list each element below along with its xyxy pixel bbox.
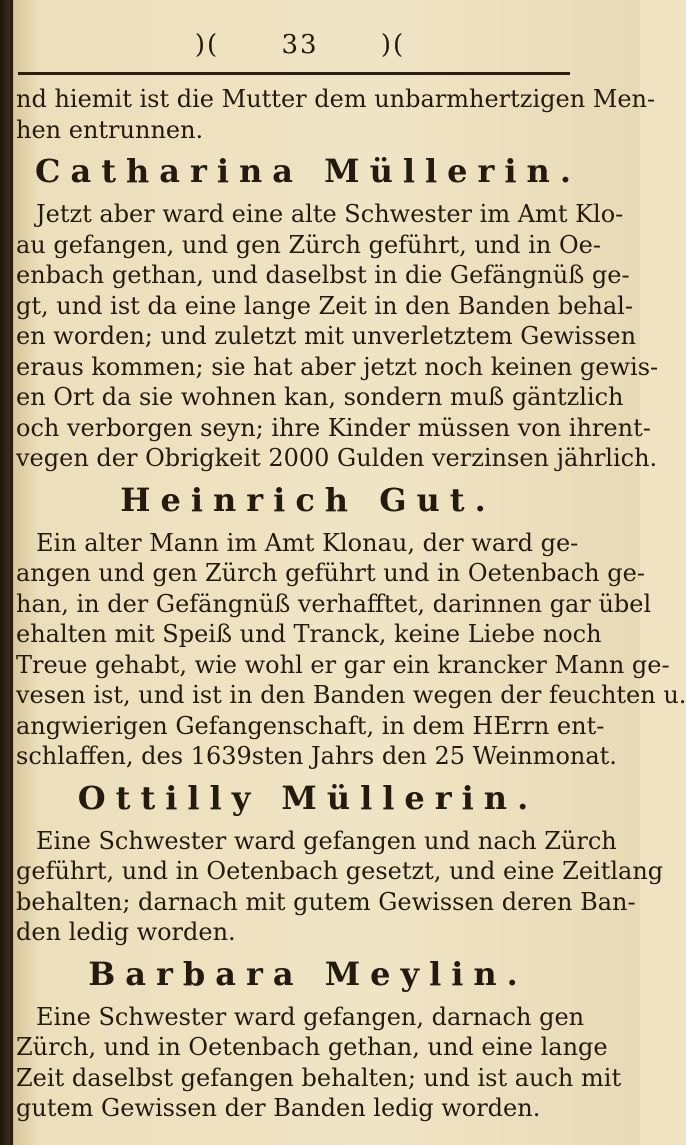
- section-title: Catharina Müllerin.: [35, 152, 581, 190]
- page-header: [0, 30, 600, 60]
- text-line: han, in der Gefängnüß verhafftet, darinnen gar übel: [16, 589, 652, 618]
- text-line: enbach gethan, und daselbst in die Gefängnüß ge-: [16, 261, 630, 289]
- text-line: Treue gehabt, wie wohl er gar ein krancker Mann ge-: [16, 650, 670, 679]
- text-line: Eine Schwester ward gefangen und nach Zürch: [36, 826, 617, 855]
- section-heinrich-gut: [16, 478, 686, 772]
- text-line: schlaffen, des 1639sten Jahrs den 25 Weinmonat.: [16, 742, 617, 770]
- text-line: geführt, und in Oetenbach gesetzt, und eine Zeitlang: [16, 857, 664, 885]
- text-line: Jetzt aber ward eine alte Schwester im Amt Klo-: [36, 200, 624, 228]
- text-line: en Ort da sie wohnen kan, sondern muß gäntzlich: [16, 383, 624, 411]
- text-line: hen entrunnen.: [16, 115, 204, 144]
- text-line: angwierigen Gefangenschaft, in dem HErrn ent-: [16, 711, 605, 740]
- text-line: en worden; und zuletzt mit unverletztem Gewissen: [16, 322, 637, 350]
- text-line: gt, und ist da eine lange Zeit in den Banden behal-: [16, 291, 633, 320]
- text-line: behalten; darnach mit gutem Gewissen deren Ban-: [16, 887, 636, 916]
- section-title: Barbara Meylin.: [88, 954, 528, 993]
- text-line: Zürch, und in Oetenbach gethan, und eine lange: [16, 1033, 608, 1061]
- text-line: Zeit daselbst gefangen behalten; und ist auch mit: [16, 1063, 622, 1092]
- text-line: Ein alter Mann im Amt Klonau, der ward ge-: [36, 528, 579, 557]
- text-line: au gefangen, und gen Zürch geführt, und in Oe-: [16, 230, 601, 259]
- text-line: gutem Gewissen der Banden ledig worden.: [16, 1094, 541, 1122]
- page-content: [16, 84, 686, 1124]
- header-rule: [18, 72, 570, 75]
- binding-gutter: [10, 0, 13, 1145]
- section-barbara-meylin: [16, 952, 622, 1124]
- text-line: vesen ist, und ist in den Banden wegen der feuchten u.: [16, 681, 686, 709]
- header-left-mark: )(: [194, 30, 220, 60]
- page-number: 33: [281, 30, 319, 60]
- text-line: nd hiemit ist die Mutter dem unbarmhertzigen Men-: [16, 85, 656, 113]
- section-title: Ottilly Müllerin.: [77, 778, 539, 817]
- section-catharina-muellerin: [16, 149, 659, 474]
- text-line: och verborgen seyn; ihre Kinder müssen von ihrent-: [16, 413, 651, 442]
- text-line: Eine Schwester ward gefangen, darnach gen: [36, 1002, 585, 1031]
- header-right-mark: )(: [380, 30, 406, 60]
- section-title: Heinrich Gut.: [120, 480, 496, 519]
- section-continuation: [16, 84, 656, 145]
- text-line: vegen der Obrigkeit 2000 Gulden verzinsen jährlich.: [16, 444, 658, 472]
- text-line: den ledig worden.: [16, 918, 236, 946]
- section-ottilly-muellerin: [16, 776, 664, 948]
- text-line: ehalten mit Speiß und Tranck, keine Liebe noch: [16, 620, 602, 648]
- text-line: eraus kommen; sie hat aber jetzt noch keinen gewis-: [16, 352, 659, 381]
- text-line: angen und gen Zürch geführt und in Oetenbach ge-: [16, 559, 645, 587]
